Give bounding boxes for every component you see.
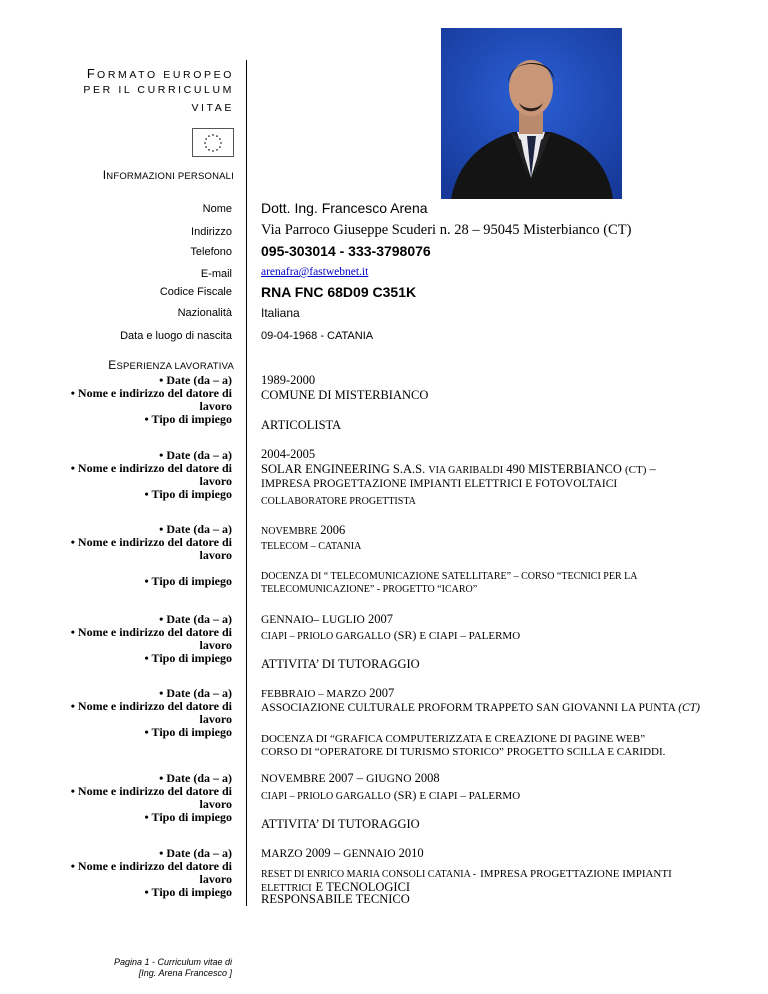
exp5-date: FEBBRAIO – MARZO 2007	[261, 686, 395, 700]
exp6-employer: CIAPI – PRIOLO GARGALLO (SR) E CIAPI – PALERMO	[261, 788, 521, 802]
exp7-type: RESPONSABILE TECNICO	[261, 892, 410, 906]
value-address: Via Parroco Giuseppe Scuderi n. 28 – 95045 Misterbianco (CT)	[261, 222, 632, 238]
experience-labels: • Date (da – a) • Nome e indirizzo del datore di lavoro • Tipo di impiego	[70, 846, 232, 899]
exp5-employer: ASSOCIAZIONE CULTURALE PROFORM TRAPPETO SAN GIOVANNI LA PUNTA (CT)	[261, 702, 700, 714]
page-footer: Pagina 1 - Curriculum vitae di [Ing. Arena Francesco ]	[113, 957, 232, 978]
exp2-employer-desc: IMPRESA PROGETTAZIONE IMPIANTI ELETTRICI E FOTOVOLTAICI	[261, 478, 618, 490]
exp1-employer: COMUNE DI MISTERBIANCO	[261, 388, 429, 402]
eu-flag-icon	[192, 128, 234, 157]
exp7-date: MARZO 2009 – GENNAIO 2010	[261, 846, 424, 860]
label-phone: Telefono	[190, 246, 232, 258]
label-birth: Data e luogo di nascita	[120, 330, 232, 342]
cv-format-title-line3: VITAE	[191, 102, 234, 114]
exp4-date: GENNAIO– LUGLIO 2007	[261, 612, 393, 626]
exp2-date: 2004-2005	[261, 447, 316, 461]
column-divider	[246, 60, 247, 906]
portrait-photo	[441, 28, 622, 199]
exp6-date: NOVEMBRE 2007 – GIUGNO 2008	[261, 771, 440, 785]
exp2-employer: SOLAR ENGINEERING S.A.S. VIA GARIBALDI 490 MISTERBIANCO (CT) –	[261, 462, 656, 476]
experience-labels: • Date (da – a) • Nome e indirizzo del datore di lavoro • Tipo di impiego	[70, 373, 232, 426]
exp4-type: ATTIVITA’ DI TUTORAGGIO	[261, 657, 420, 671]
exp3-date: NOVEMBRE 2006	[261, 523, 346, 537]
exp5-type-line1: DOCENZA DI “GRAFICA COMPUTERIZZATA E CREAZIONE DI PAGINE WEB”	[261, 733, 646, 745]
exp3-employer: TELECOM – CATANIA	[261, 541, 362, 552]
exp1-type: ARTICOLISTA	[261, 418, 342, 432]
cv-format-title-line2: PER IL CURRICULUM	[83, 84, 234, 96]
experience-labels: • Date (da – a) • Nome e indirizzo del datore di lavoro • Tipo di impiego	[70, 448, 232, 501]
exp6-type: ATTIVITA’ DI TUTORAGGIO	[261, 817, 420, 831]
exp3-type-line1: DOCENZA DI “ TELECOMUNICAZIONE SATELLITARE” – CORSO “TECNICI PER LA	[261, 571, 638, 582]
exp1-date: 1989-2000	[261, 373, 316, 387]
label-email: E-mail	[200, 268, 232, 280]
exp7-employer: RESET DI ENRICO MARIA CONSOLI CATANIA - IMPRESA PROGETTAZIONE IMPIANTI	[261, 868, 672, 880]
label-nationality: Nazionalità	[177, 307, 232, 319]
exp7-employer-line2: ELETTRICI E TECNOLOGICI	[261, 880, 411, 894]
value-birth: 09-04-1968 - CATANIA	[261, 330, 374, 342]
value-phone: 095-303014 - 333-3798076	[261, 243, 431, 259]
exp4-employer: CIAPI – PRIOLO GARGALLO (SR) E CIAPI – PALERMO	[261, 628, 521, 642]
cv-format-title-line1: FORMATO EUROPEO	[86, 66, 234, 81]
exp5-type-line2: CORSO DI “OPERATORE DI TURISMO STORICO” PROGETTO SCILLA E CARIDDI.	[261, 746, 666, 758]
label-address: Indirizzo	[191, 226, 232, 238]
exp3-type-line2: TELECOMUNICAZIONE” - PROGETTO “ICARO”	[261, 584, 478, 595]
value-nationality: Italiana	[261, 306, 300, 320]
experience-labels: • Date (da – a) • Nome e indirizzo del datore di lavoro • Tipo di impiego	[70, 522, 232, 588]
label-name: Nome	[202, 203, 232, 215]
section-title-personal-info: INFORMAZIONI PERSONALI	[102, 168, 234, 182]
value-name: Dott. Ing. Francesco Arena	[261, 200, 428, 216]
experience-labels: • Date (da – a) • Nome e indirizzo del datore di lavoro • Tipo di impiego	[70, 771, 232, 824]
section-title-work-experience: ESPERIENZA LAVORATIVA	[108, 358, 234, 372]
label-tax-code: Codice Fiscale	[159, 286, 232, 298]
exp2-type: COLLABORATORE PROGETTISTA	[261, 496, 416, 507]
experience-labels: • Date (da – a) • Nome e indirizzo del datore di lavoro • Tipo di impiego	[70, 612, 232, 665]
value-tax-code: RNA FNC 68D09 C351K	[261, 284, 417, 300]
value-email-link[interactable]: arenafra@fastwebnet.it	[261, 266, 369, 278]
experience-labels: • Date (da – a) • Nome e indirizzo del datore di lavoro • Tipo di impiego	[70, 686, 232, 739]
